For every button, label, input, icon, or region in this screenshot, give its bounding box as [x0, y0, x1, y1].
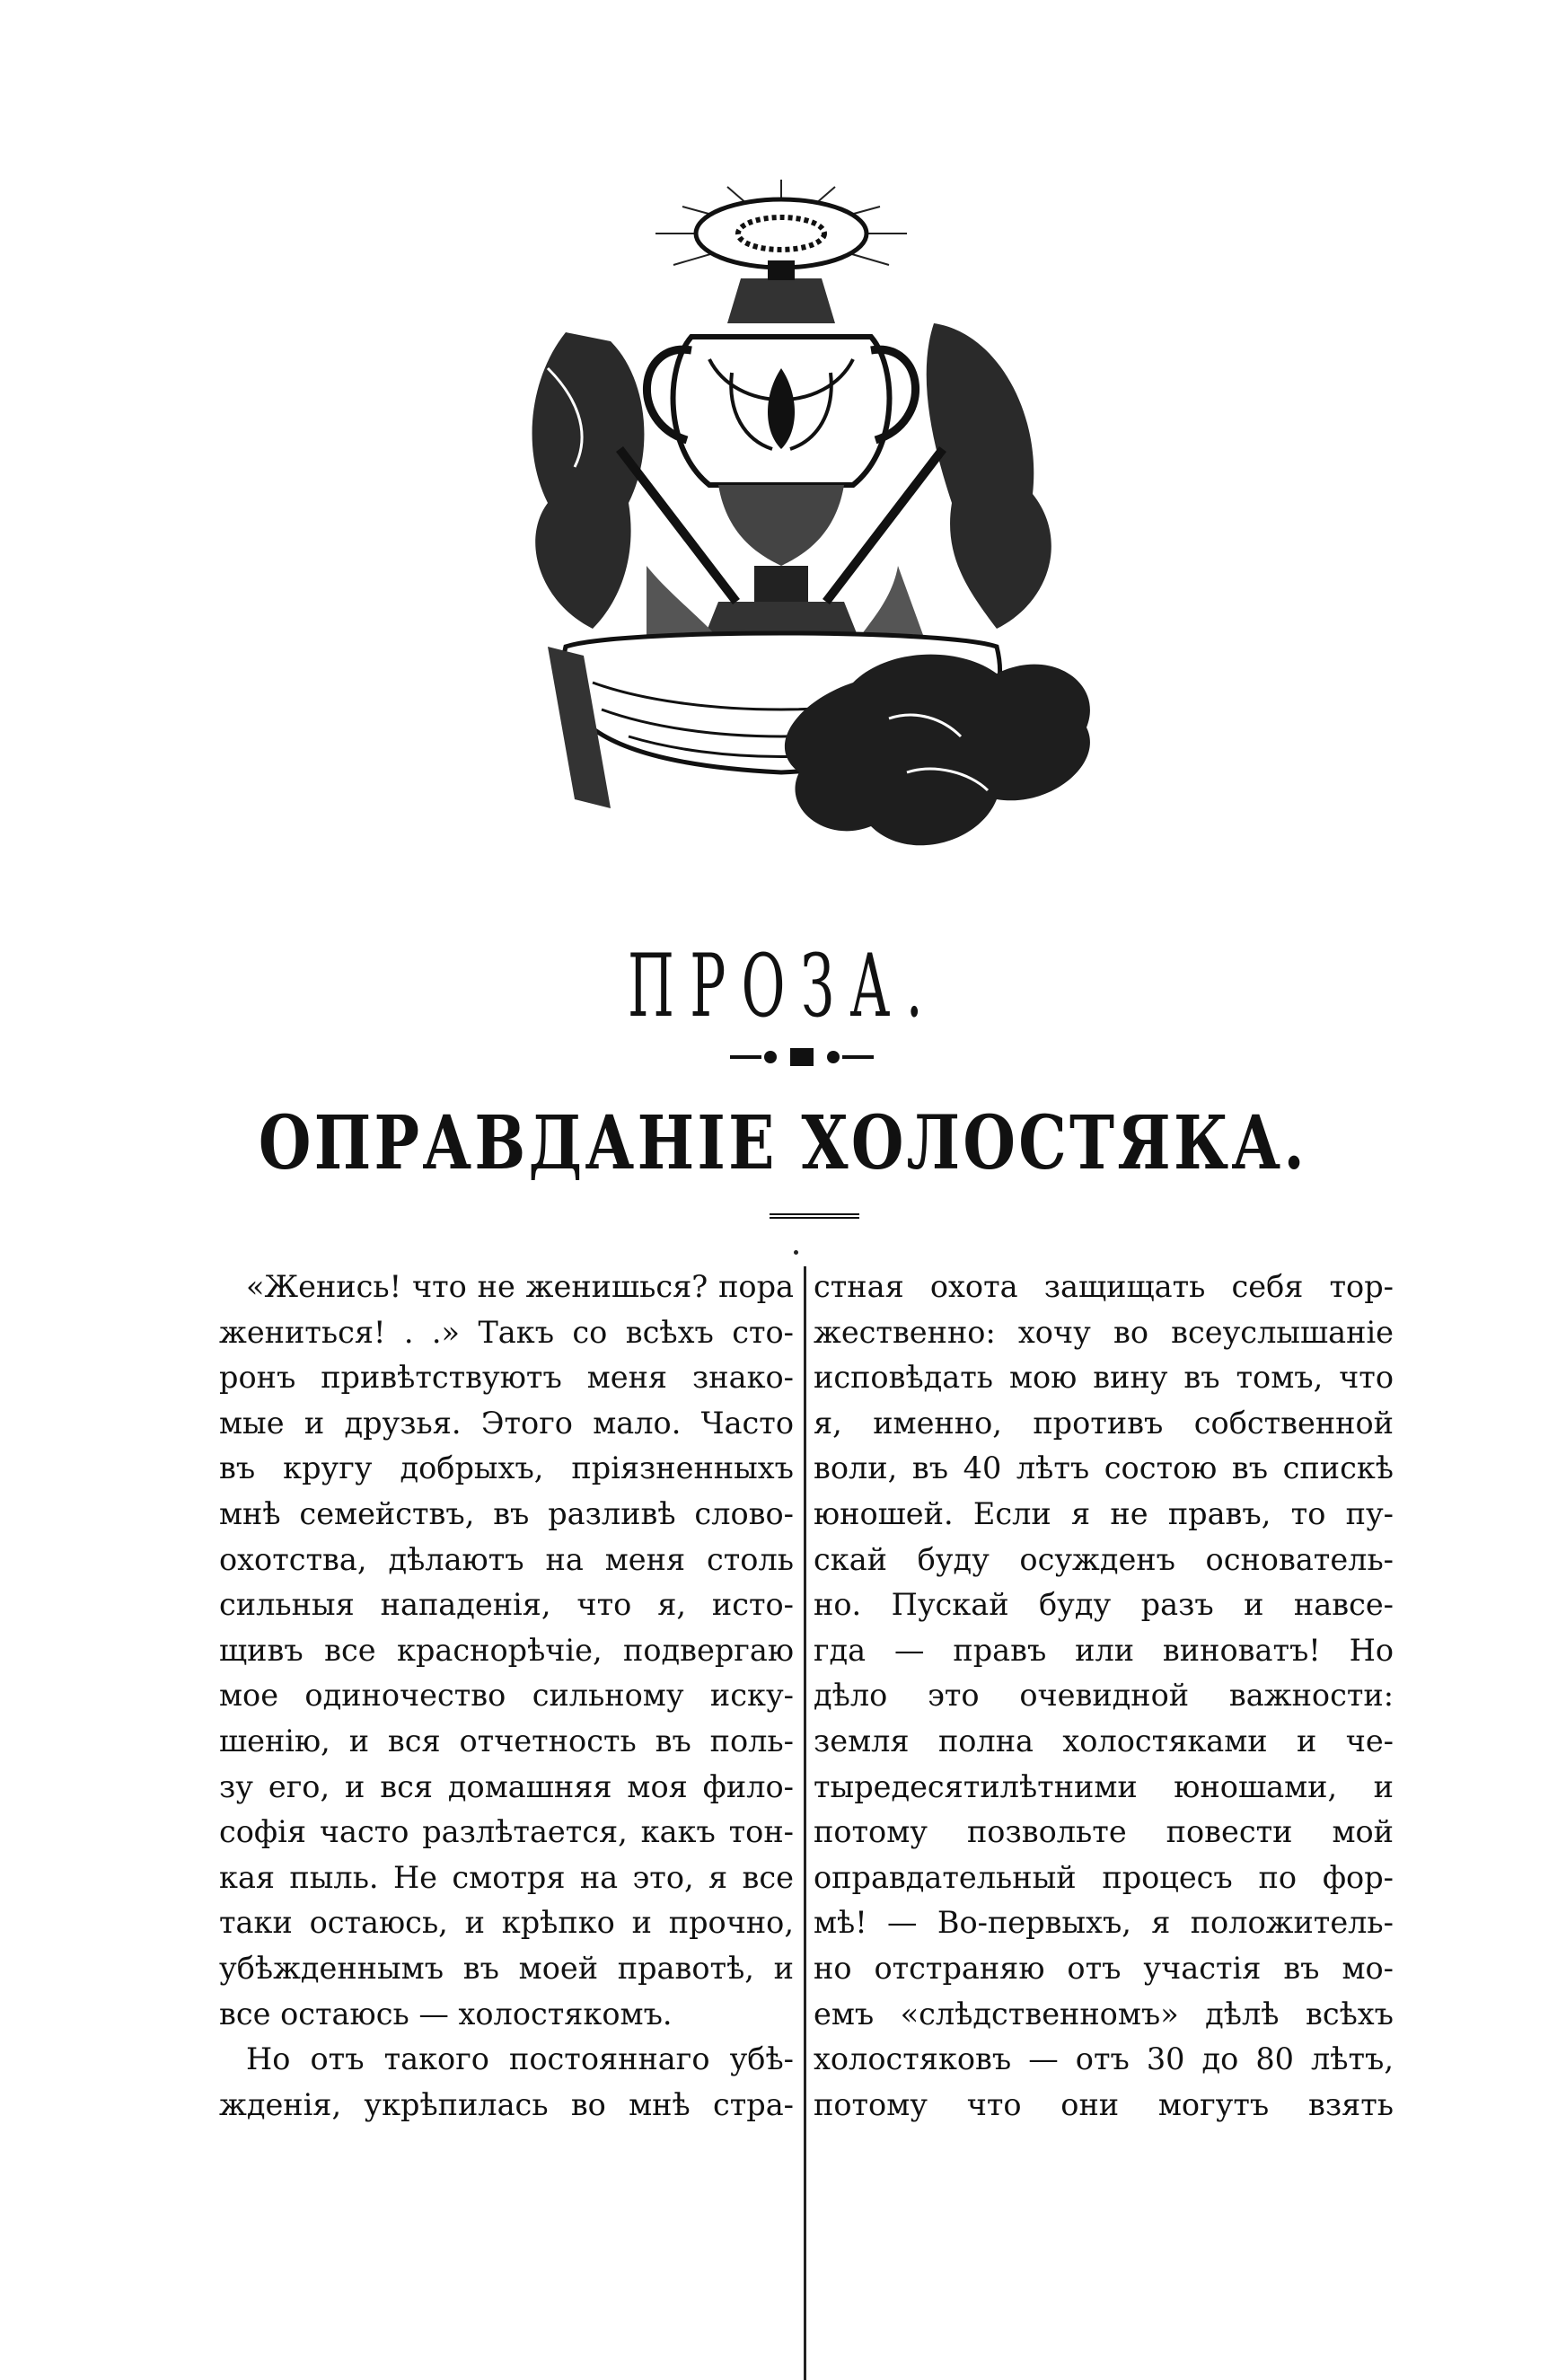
- text-line: убѣжденнымъ въ моей правотѣ, и: [219, 1950, 794, 1986]
- text-line: таки остаюсь, и крѣпко и прочно,: [219, 1905, 794, 1941]
- text-line: скай буду осужденъ основатель-: [814, 1541, 1394, 1577]
- text-line: мѣ! — Во-первыхъ, я положитель-: [814, 1905, 1394, 1941]
- text-line: я, именно, противъ собственной: [814, 1405, 1394, 1441]
- column-dot: [794, 1250, 798, 1255]
- text-line: Но отъ такого постояннаго убѣ-: [246, 2041, 794, 2077]
- text-line: зу его, и вся домашняя моя фило-: [219, 1768, 794, 1804]
- text-line: жениться! . .» Такъ со всѣхъ сто-: [219, 1314, 794, 1350]
- text-line: гда — правъ или виноватъ! Но: [814, 1632, 1394, 1668]
- text-line: но отстраняю отъ участія въ мо-: [814, 1950, 1394, 1986]
- left-column: [219, 1265, 794, 2128]
- text-line: емъ «слѣдственномъ» дѣлѣ всѣхъ: [814, 1996, 1394, 2032]
- text-line: жденія, укрѣпилась во мнѣ стра-: [219, 2086, 794, 2122]
- section-title: ПРОЗА.: [628, 936, 938, 1036]
- title-rule: [770, 1212, 859, 1220]
- text-line: мнѣ семействъ, въ разливѣ слово-: [219, 1495, 794, 1531]
- text-line: все остаюсь — холостякомъ.: [219, 1996, 673, 2032]
- text-line: щивъ все краснорѣчіе, подвергаю: [219, 1632, 794, 1668]
- text-line: «Женись! что не женишься? пора: [246, 1269, 794, 1304]
- right-column: [814, 1265, 1394, 2128]
- text-line: въ кругу добрыхъ, пріязненныхъ: [219, 1450, 794, 1486]
- text-line: воли, въ 40 лѣтъ состою въ спискѣ: [814, 1450, 1394, 1486]
- text-line: исповѣдать мою вину въ томъ, что: [814, 1360, 1394, 1396]
- text-line: сильныя нападенія, что я, исто-: [219, 1587, 794, 1623]
- text-line: охотства, дѣлаютъ на меня столь: [219, 1541, 794, 1577]
- text-line: холостяковъ — отъ 30 до 80 лѣтъ,: [814, 2041, 1394, 2077]
- text-line: мое одиночество сильному иску-: [219, 1678, 794, 1714]
- text-line: мые и друзья. Этого мало. Часто: [219, 1405, 794, 1441]
- text-line: ронъ привѣтствуютъ меня знако-: [219, 1360, 794, 1396]
- text-line: оправдательный процесъ по фор-: [814, 1859, 1394, 1895]
- text-line: земля полна холостяками и че-: [814, 1723, 1394, 1759]
- text-line: стная охота защищать себя тор-: [814, 1269, 1394, 1304]
- text-line: жественно: хочу во всеуслышаніе: [814, 1314, 1394, 1350]
- text-line: юношей. Если я не правъ, то пу-: [814, 1495, 1394, 1531]
- article-title: ОПРАВДАНІЕ ХОЛОСТЯКА.: [258, 1100, 1308, 1186]
- text-line: тыредесятилѣтними юношами, и: [814, 1768, 1394, 1804]
- text-line: шенію, и вся отчетность въ поль-: [219, 1723, 794, 1759]
- text-line: потому что они могутъ взять: [814, 2086, 1394, 2122]
- ornament-divider: [726, 1044, 878, 1071]
- urn-vignette-illustration: [512, 180, 1104, 880]
- column-divider: [804, 1266, 806, 2380]
- text-line: софія часто разлѣтается, какъ тон-: [219, 1814, 794, 1850]
- text-line: кая пыль. Не смотря на это, я все: [219, 1859, 794, 1895]
- text-line: потому позвольте повести мой: [814, 1814, 1394, 1850]
- text-line: но. Пускай буду разъ и навсе-: [814, 1587, 1394, 1623]
- text-line: дѣло это очевидной важности:: [814, 1678, 1394, 1714]
